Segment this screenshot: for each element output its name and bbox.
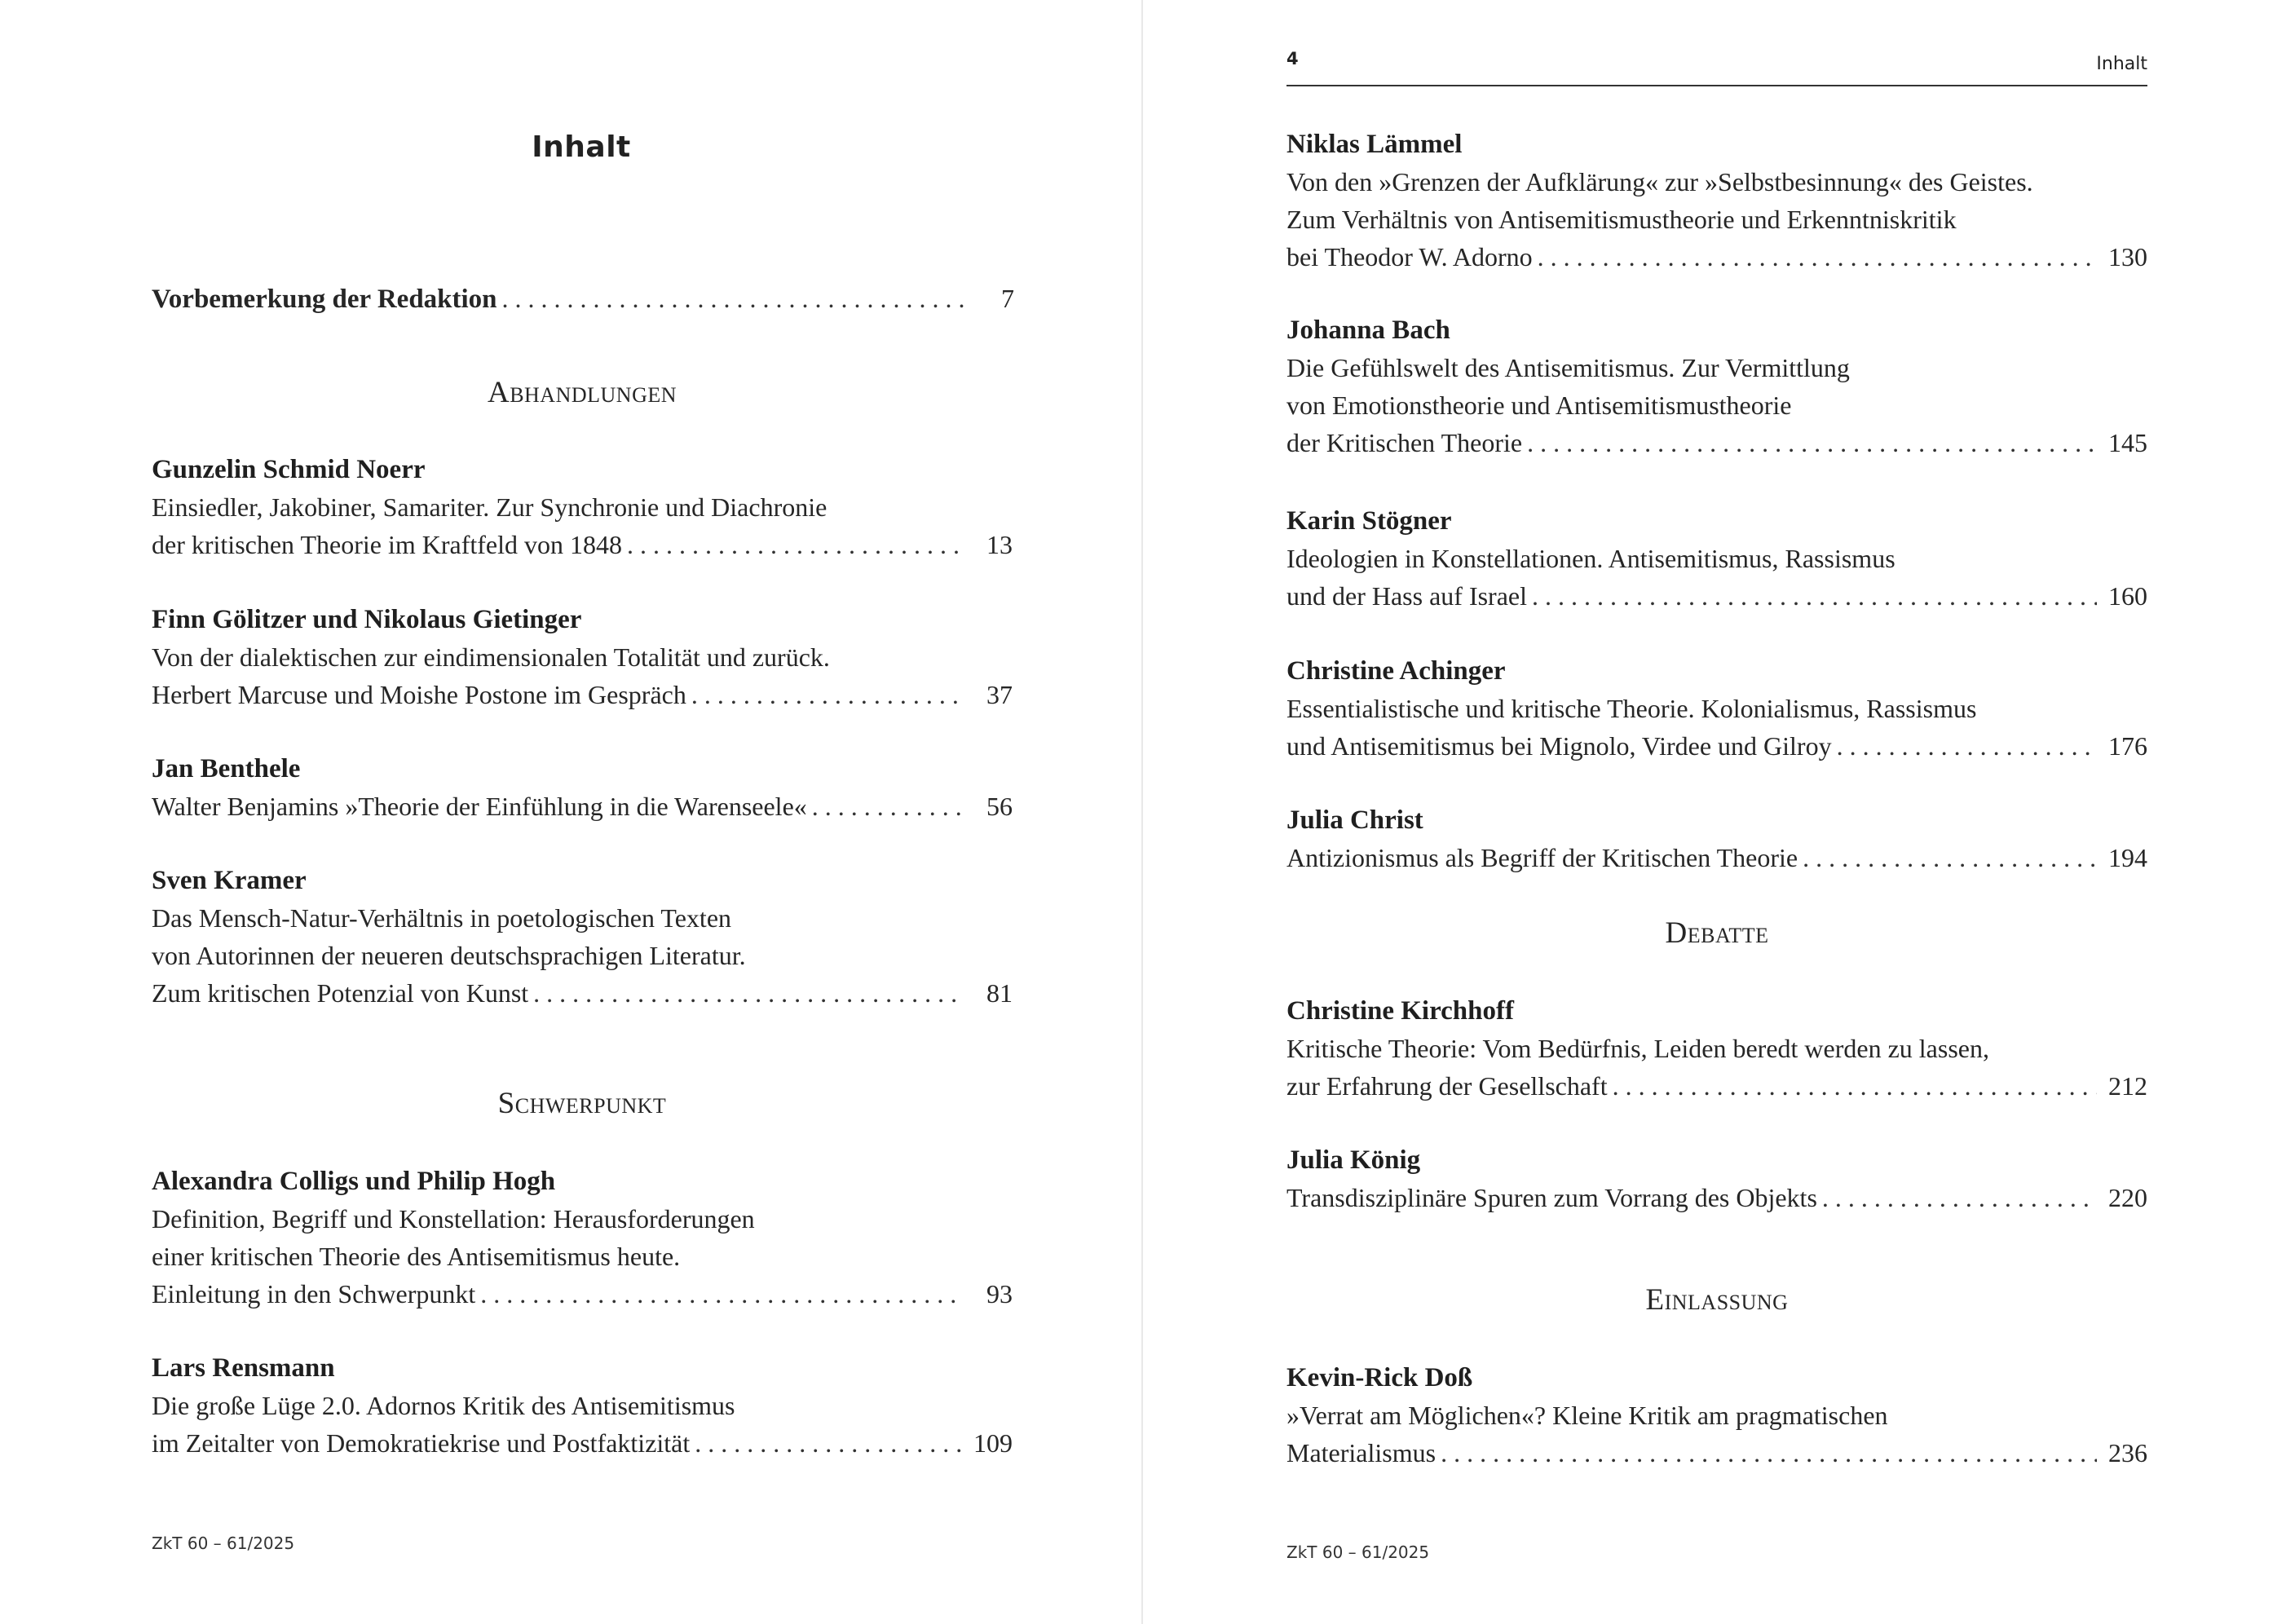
- toc-entry-preface[interactable]: [152, 280, 1014, 318]
- toc-entry[interactable]: [1286, 311, 2147, 461]
- toc-author: Finn Gölitzer und Nikolaus Gietinger: [152, 605, 582, 634]
- header-page-number: 4: [1286, 49, 1299, 68]
- leader-dots: [695, 1424, 962, 1462]
- toc-author: Julia König: [1286, 1145, 1421, 1175]
- toc-page-number: 109: [973, 1428, 1013, 1458]
- toc-entry[interactable]: [152, 1163, 1013, 1313]
- toc-page-number: 145: [2108, 428, 2147, 457]
- toc-page-number: 81: [986, 978, 1013, 1008]
- page-footer: ZkT 60 – 61/2025: [1286, 1542, 1430, 1562]
- toc-author: Gunzelin Schmid Noerr: [152, 455, 426, 484]
- leader-dots: [1837, 727, 2097, 765]
- toc-page-number: 56: [986, 792, 1013, 821]
- leader-dots: [627, 526, 962, 563]
- toc-entry[interactable]: [152, 451, 1013, 563]
- toc-author: Alexandra Colligs und Philip Hogh: [152, 1167, 556, 1196]
- toc-page-number: 130: [2108, 242, 2147, 271]
- toc-title-line: Von den »Grenzen der Aufklärung« zur »Selbstbesinnung« des Geistes.: [1286, 167, 2033, 196]
- toc-page-number: 176: [2108, 731, 2147, 761]
- toc-author: Karin Stögner: [1286, 506, 1452, 536]
- leader-dots: [1803, 839, 2097, 876]
- toc-entry[interactable]: [1286, 992, 2147, 1105]
- toc-title-line: einer kritischen Theorie des Antisemitismus heute.: [152, 1242, 681, 1271]
- toc-title-line: Ideologien in Konstellationen. Antisemitismus, Rassismus: [1286, 544, 1895, 573]
- toc-entry[interactable]: [152, 750, 1013, 825]
- toc-title-line: Transdisziplinäre Spuren zum Vorrang des Objekts: [1286, 1183, 1817, 1212]
- toc-page-number: 160: [2108, 581, 2147, 611]
- toc-title-line: und der Hass auf Israel: [1286, 581, 1527, 611]
- toc-entry[interactable]: [152, 862, 1013, 1012]
- toc-author: Christine Achinger: [1286, 656, 1506, 686]
- leader-dots: [533, 974, 962, 1012]
- toc-title-line: Kritische Theorie: Vom Bedürfnis, Leiden beredt werden zu lassen,: [1286, 1034, 1989, 1063]
- toc-entry[interactable]: [152, 601, 1013, 713]
- toc-title-line: der Kritischen Theorie: [1286, 428, 1523, 457]
- toc-title-line: Herbert Marcuse und Moishe Postone im Gespräch: [152, 680, 686, 709]
- toc-entry[interactable]: [152, 1349, 1013, 1462]
- toc-author: Kevin-Rick Doß: [1286, 1363, 1473, 1392]
- toc-title-line: Die große Lüge 2.0. Adornos Kritik des Antisemitismus: [152, 1391, 735, 1420]
- toc-title-line: Das Mensch-Natur-Verhältnis in poetologischen Texten: [152, 903, 732, 933]
- toc-entry-label: Vorbemerkung der Redaktion: [152, 285, 497, 314]
- toc-title-line: Antizionismus als Begriff der Kritischen Theorie: [1286, 843, 1798, 872]
- toc-page-number: 13: [986, 530, 1013, 559]
- toc-entry[interactable]: [1286, 126, 2147, 276]
- page-footer: ZkT 60 – 61/2025: [152, 1534, 295, 1553]
- leader-dots: [1822, 1179, 2097, 1216]
- toc-author: Johanna Bach: [1286, 316, 1450, 345]
- toc-title-line: »Verrat am Möglichen«? Kleine Kritik am pragmatischen: [1286, 1401, 1888, 1430]
- toc-title-line: Materialismus: [1286, 1438, 1436, 1467]
- toc-entry[interactable]: [1286, 1359, 2147, 1472]
- leader-dots: [1613, 1067, 2097, 1105]
- page-title: Inhalt: [532, 130, 631, 164]
- toc-page-number: 7: [1001, 284, 1014, 313]
- toc-author: Christine Kirchhoff: [1286, 996, 1514, 1026]
- leader-dots: [1532, 577, 2097, 615]
- header-running-title: Inhalt: [2096, 54, 2147, 74]
- toc-author: Jan Benthele: [152, 754, 301, 783]
- toc-title-line: Einsiedler, Jakobiner, Samariter. Zur Synchronie und Diachronie: [152, 492, 827, 522]
- toc-title-line: Zum Verhältnis von Antisemitismustheorie und Erkenntniskritik: [1286, 205, 1957, 234]
- toc-title-line: Einleitung in den Schwerpunkt: [152, 1279, 476, 1308]
- toc-title-line: zur Erfahrung der Gesellschaft: [1286, 1071, 1608, 1101]
- toc-title-line: Von der dialektischen zur eindimensionalen Totalität und zurück.: [152, 642, 830, 672]
- section-heading-abhandlungen: Abhandlungen: [487, 376, 677, 409]
- toc-title-line: Essentialistische und kritische Theorie. Kolonialismus, Rassismus: [1286, 694, 1977, 723]
- toc-entry[interactable]: [1286, 1141, 2147, 1216]
- toc-title-line: von Emotionstheorie und Antisemitismustheorie: [1286, 391, 1792, 420]
- header-rule: [1286, 85, 2147, 86]
- toc-entry[interactable]: [1286, 652, 2147, 765]
- toc-page-number: 236: [2108, 1438, 2147, 1467]
- leader-dots: [691, 676, 962, 713]
- toc-entry[interactable]: [1286, 801, 2147, 876]
- toc-page-number: 37: [986, 680, 1013, 709]
- toc-title-line: Zum kritischen Potenzial von Kunst: [152, 978, 529, 1008]
- toc-title-line: von Autorinnen der neueren deutschsprachigen Literatur.: [152, 941, 746, 970]
- toc-title-line: Definition, Begriff und Konstellation: Herausforderungen: [152, 1204, 755, 1233]
- leader-dots: [1527, 424, 2097, 461]
- toc-title-line: bei Theodor W. Adorno: [1286, 242, 1533, 271]
- toc-author: Lars Rensmann: [152, 1353, 335, 1383]
- leader-dots: [1441, 1434, 2097, 1472]
- toc-title-line: und Antisemitismus bei Mignolo, Virdee und Gilroy: [1286, 731, 1832, 761]
- section-heading-debatte: Debatte: [1665, 916, 1769, 950]
- toc-title-line: Walter Benjamins »Theorie der Einfühlung in die Warenseele«: [152, 792, 807, 821]
- leader-dots: [502, 280, 964, 317]
- toc-author: Julia Christ: [1286, 805, 1423, 835]
- toc-title-line: der kritischen Theorie im Kraftfeld von 1848: [152, 530, 623, 559]
- leader-dots: [480, 1275, 962, 1313]
- section-heading-einlassung: Einlassung: [1645, 1283, 1789, 1317]
- leader-dots: [1538, 238, 2097, 276]
- toc-page-number: 220: [2108, 1183, 2147, 1212]
- toc-title-line: im Zeitalter von Demokratiekrise und Postfaktizität: [152, 1428, 691, 1458]
- toc-page-number: 194: [2108, 843, 2147, 872]
- toc-title-line: Die Gefühlswelt des Antisemitismus. Zur Vermittlung: [1286, 353, 1850, 382]
- leader-dots: [812, 788, 962, 825]
- toc-page-number: 93: [986, 1279, 1013, 1308]
- section-heading-schwerpunkt: Schwerpunkt: [497, 1087, 667, 1120]
- toc-author: Sven Kramer: [152, 866, 307, 895]
- toc-author: Niklas Lämmel: [1286, 130, 1463, 159]
- toc-page-number: 212: [2108, 1071, 2147, 1101]
- toc-entry[interactable]: [1286, 502, 2147, 615]
